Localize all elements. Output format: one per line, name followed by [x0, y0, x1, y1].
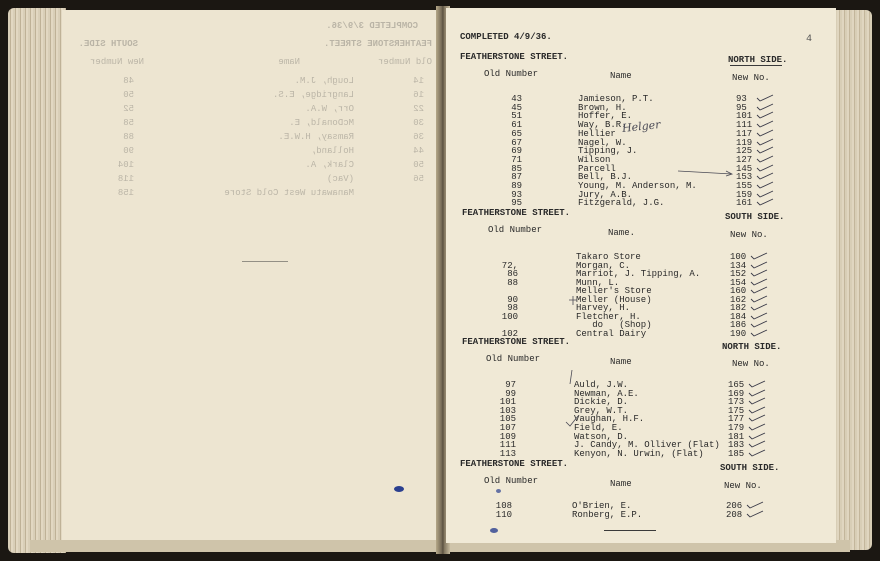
s4-street: FEATHERSTONE STREET.: [460, 459, 569, 469]
resident-name: Parcell: [578, 164, 616, 174]
new-number: 162: [730, 295, 747, 305]
s3-col-new: New No.: [732, 359, 770, 369]
old-number: 86: [507, 269, 518, 279]
ghost-resident-name: Manawatu West Cold Store: [224, 188, 354, 198]
ghost-old-number: 16: [413, 90, 424, 100]
check-mark-icon: [756, 110, 774, 119]
s1-col-name: Name: [610, 71, 632, 81]
ghost-new-number: 158: [117, 188, 134, 198]
ghost-old-number: 14: [413, 76, 424, 86]
check-mark-icon: [750, 328, 768, 337]
left-page: [62, 10, 440, 540]
check-mark-icon: [748, 413, 766, 422]
check-mark-icon: [756, 180, 774, 189]
new-number: 145: [736, 164, 753, 174]
s1-col-new: New No.: [732, 73, 770, 83]
check-mark-icon: [750, 302, 768, 311]
page-edges-right: [832, 10, 872, 550]
ghost-old-number: 44: [413, 146, 424, 156]
check-mark-icon: [748, 396, 766, 405]
pencil-arrow-mark: [676, 168, 736, 178]
resident-name: Newman, A.E.: [574, 389, 639, 399]
new-number: 185: [728, 449, 745, 459]
new-number: 190: [730, 329, 747, 339]
check-mark-icon: [756, 145, 774, 154]
ink-blot: [394, 486, 404, 492]
resident-name: Watson, D.: [574, 432, 629, 442]
ghost-new-number: 90: [123, 146, 134, 156]
old-number: 87: [511, 172, 522, 182]
new-number: 206: [726, 501, 743, 511]
ghost-resident-name: McDonald, E.: [289, 118, 354, 128]
old-number: 43: [511, 94, 522, 104]
resident-name: Ronberg, E.P.: [572, 510, 643, 520]
resident-name: Hellier: [578, 129, 616, 139]
old-number: 85: [511, 164, 522, 174]
resident-name: Marriot, J. Tipping, A.: [576, 269, 701, 279]
old-number: 99: [505, 389, 516, 399]
s3-side: NORTH SIDE.: [722, 342, 782, 352]
new-number: 155: [736, 181, 753, 191]
old-number: 71: [511, 155, 522, 165]
new-number: 111: [736, 120, 753, 130]
left-street: FEATHERSTONE STREET.: [323, 39, 432, 49]
pencil-cross-mark: [568, 296, 578, 306]
old-number: 95: [511, 198, 522, 208]
old-number: 45: [511, 103, 522, 113]
old-number: 69: [511, 146, 522, 156]
ghost-resident-name: Orr, W.A.: [305, 104, 354, 114]
old-number: 102: [501, 329, 518, 339]
resident-name: Fletcher, H.: [576, 312, 641, 322]
s2-side: SOUTH SIDE.: [725, 212, 785, 222]
old-number: 89: [511, 181, 522, 191]
resident-name: Kenyon, N. Urwin, (Flat): [574, 449, 704, 459]
new-number: 182: [730, 303, 747, 313]
check-mark-icon: [750, 251, 768, 260]
ghost-new-number: 88: [123, 132, 134, 142]
check-mark-icon: [748, 422, 766, 431]
check-mark-icon: [748, 439, 766, 448]
check-mark-icon: [756, 128, 774, 137]
resident-name: Jamieson, P.T.: [578, 94, 654, 104]
new-number: 169: [728, 389, 745, 399]
new-number: 159: [736, 190, 753, 200]
new-number: 175: [728, 406, 745, 416]
old-number: 107: [499, 423, 516, 433]
resident-name: Hoffer, E.: [578, 111, 633, 121]
left-col-old: Old Number: [377, 57, 432, 67]
old-number: 110: [495, 510, 512, 520]
old-number: 105: [499, 414, 516, 424]
ghost-old-number: 56: [413, 174, 424, 184]
new-number: 95: [736, 103, 747, 113]
check-mark-icon: [756, 197, 774, 206]
new-number: 153: [736, 172, 753, 182]
resident-name: Grey, W.T.: [574, 406, 629, 416]
new-number: 127: [736, 155, 753, 165]
old-number: 109: [499, 432, 516, 442]
ghost-new-number: 52: [123, 104, 134, 114]
new-number: 165: [728, 380, 745, 390]
ghost-old-number: 50: [413, 160, 424, 170]
old-number: 93: [511, 190, 522, 200]
resident-name: Nagel, W.: [578, 138, 627, 148]
check-mark-icon: [756, 154, 774, 163]
s2-col-name: Name.: [608, 228, 636, 238]
handwritten-note: Helger: [621, 118, 662, 135]
left-col-new: New Number: [89, 57, 144, 67]
s2-col-old: Old Number: [488, 225, 543, 235]
s4-col-new: New No.: [724, 481, 762, 491]
resident-name: do (Shop): [576, 320, 652, 330]
new-number: 173: [728, 397, 745, 407]
resident-name: Wilson: [578, 155, 611, 165]
pencil-margin-marks: [564, 368, 584, 438]
s2-street: FEATHERSTONE STREET.: [462, 208, 571, 218]
new-number: 125: [736, 146, 753, 156]
left-page-mirrored-text: [62, 10, 440, 540]
new-number: 152: [730, 269, 747, 279]
new-number: 179: [728, 423, 745, 433]
resident-name: Tipping, J.: [578, 146, 638, 156]
page-edges-left: [8, 8, 66, 553]
new-number: 119: [736, 138, 753, 148]
old-number: 88: [507, 278, 518, 288]
old-number: 97: [505, 380, 516, 390]
old-number: 111: [499, 440, 516, 450]
resident-name: Fitzgerald, J.G.: [578, 198, 665, 208]
s4-side: SOUTH SIDE.: [720, 463, 780, 473]
new-number: 154: [730, 278, 747, 288]
old-number: 100: [501, 312, 518, 322]
old-number: 113: [499, 449, 516, 459]
ghost-old-number: 36: [413, 132, 424, 142]
resident-name: Meller (House): [576, 295, 652, 305]
new-number: 100: [730, 252, 747, 262]
ghost-resident-name: Clark, A.: [305, 160, 354, 170]
ghost-resident-name: (Vac): [326, 174, 354, 184]
new-number: 208: [726, 510, 743, 520]
old-number: 90: [507, 295, 518, 305]
ghost-new-number: 50: [123, 90, 134, 100]
s4-col-old: Old Number: [484, 476, 539, 486]
resident-name: Dickie, D.: [574, 397, 629, 407]
resident-name: Brown, H.: [578, 103, 627, 113]
ghost-old-number: 22: [413, 104, 424, 114]
check-mark-icon: [748, 379, 766, 388]
ink-blot: [496, 489, 501, 493]
s3-col-name: Name: [610, 357, 632, 367]
s2-col-new: New No.: [730, 230, 768, 240]
resident-name: Young, M. Anderson, M.: [578, 181, 697, 191]
new-number: 160: [730, 286, 747, 296]
page-number: 4: [806, 34, 813, 45]
resident-name: Way, B.R.: [578, 120, 627, 130]
check-mark-icon: [756, 119, 774, 128]
resident-name: Central Dairy: [576, 329, 647, 339]
ghost-resident-name: Ramsay, H.W.E.: [278, 132, 354, 142]
ghost-new-number: 118: [117, 174, 134, 184]
resident-name: O'Brien, E.: [572, 501, 632, 511]
old-number: 51: [511, 111, 522, 121]
s1-side: NORTH SIDE.: [728, 55, 788, 65]
s1-street: FEATHERSTONE STREET.: [460, 52, 569, 62]
s1-col-old: Old Number: [484, 69, 539, 79]
new-number: 177: [728, 414, 745, 424]
right-header: COMPLETED 4/9/36.: [460, 32, 552, 42]
old-number: 98: [507, 303, 518, 313]
left-end-rule: [242, 261, 288, 262]
new-number: 186: [730, 320, 747, 330]
new-number: 93: [736, 94, 747, 104]
check-mark-icon: [746, 500, 764, 509]
resident-name: Auld, J.W.: [574, 380, 629, 390]
resident-name: J. Candy, M. Olliver (Flat): [574, 440, 720, 450]
old-number: 101: [499, 397, 516, 407]
ghost-new-number: 48: [123, 76, 134, 86]
resident-name: Harvey, H.: [576, 303, 631, 313]
new-number: 161: [736, 198, 753, 208]
ink-blot: [490, 528, 498, 533]
resident-name: Vaughan, H.F.: [574, 414, 645, 424]
resident-name: Field, E.: [574, 423, 623, 433]
left-col-name: Name: [278, 57, 300, 67]
check-mark-icon: [750, 285, 768, 294]
check-mark-icon: [750, 268, 768, 277]
new-number: 184: [730, 312, 747, 322]
s3-street: FEATHERSTONE STREET.: [462, 337, 571, 347]
new-number: 117: [736, 129, 753, 139]
old-number: 103: [499, 406, 516, 416]
ghost-new-number: 104: [117, 160, 134, 170]
old-number: 67: [511, 138, 522, 148]
s1-side-underline: [730, 65, 782, 66]
resident-name: Jury, A.B.: [578, 190, 633, 200]
resident-name: Meller's Store: [576, 286, 652, 296]
old-number: 65: [511, 129, 522, 139]
check-mark-icon: [756, 93, 774, 102]
resident-name: Bell, B.J.: [578, 172, 633, 182]
new-number: 183: [728, 440, 745, 450]
left-side: SOUTH SIDE.: [78, 39, 138, 49]
resident-name: Munn, L.: [576, 278, 620, 288]
ghost-resident-name: Holland,: [310, 146, 354, 156]
old-number: 108: [495, 501, 512, 511]
s3-col-old: Old Number: [486, 354, 541, 364]
check-mark-icon: [750, 319, 768, 328]
check-mark-icon: [746, 509, 764, 518]
check-mark-icon: [748, 448, 766, 457]
ghost-resident-name: Lough, J.M.: [294, 76, 354, 86]
new-number: 181: [728, 432, 745, 442]
old-number: 72,: [501, 261, 518, 271]
new-number: 101: [736, 111, 753, 121]
ghost-resident-name: Langridge, E.S.: [272, 90, 354, 100]
ghost-new-number: 58: [123, 118, 134, 128]
check-mark-icon: [756, 171, 774, 180]
right-page: [446, 8, 836, 543]
left-header: COMPLETED 3/9/36.: [326, 21, 418, 31]
ghost-old-number: 30: [413, 118, 424, 128]
new-number: 134: [730, 261, 747, 271]
old-number: 61: [511, 120, 522, 130]
s4-col-name: Name: [610, 479, 632, 489]
resident-name: Takaro Store: [576, 252, 641, 262]
right-end-rule: [604, 530, 656, 531]
resident-name: Morgan, C.: [576, 261, 631, 271]
